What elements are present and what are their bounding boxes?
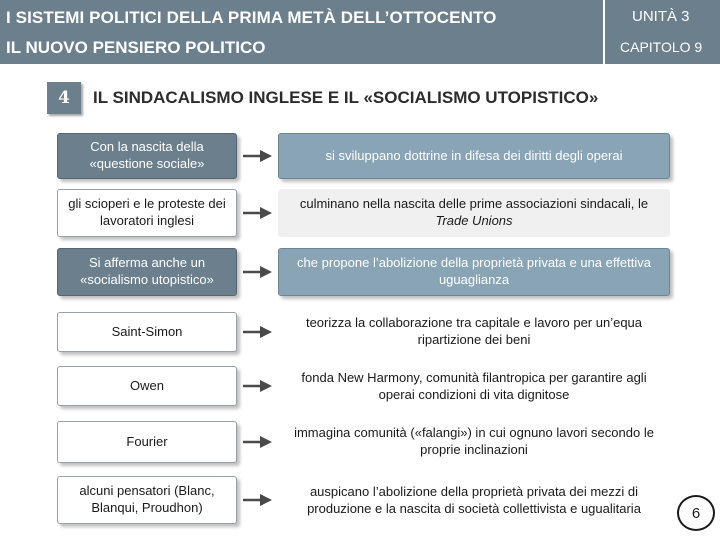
page-number-badge	[677, 495, 715, 531]
left-box-pensatori: alcuni pensatori (Blanc, Blanqui, Proudhon)	[57, 476, 237, 524]
arrow-right-icon	[243, 379, 273, 393]
header-title: I SISTEMI POLITICI DELLA PRIMA METÀ DELL’OTTOCENTO	[6, 8, 497, 27]
left-box-questione-sociale: Con la nascita della «questione sociale»	[57, 133, 237, 179]
arrow-right-icon	[243, 265, 273, 279]
chapter-label: CAPITOLO 9	[620, 39, 703, 55]
right-box-dottrine: si sviluppano dottrine in difesa dei diritti degli operai	[278, 133, 670, 179]
page-number: 6	[691, 504, 701, 522]
right-box-saint-simon: teorizza la collaborazione tra capitale e lavoro per un’equa ripartizione dei beni	[278, 310, 670, 354]
trade-unions-prefix: culminano nella nascita delle prime associazioni sindacali, le	[299, 196, 649, 212]
arrow-right-icon	[243, 325, 273, 339]
arrow-right-icon	[243, 493, 273, 507]
left-box-saint-simon: Saint-Simon	[57, 312, 237, 352]
header-bar	[0, 0, 720, 64]
header-subtitle: IL NUOVO PENSIERO POLITICO	[6, 38, 266, 57]
left-box-socialismo-utopistico: Si afferma anche un «socialismo utopistico»	[57, 248, 237, 296]
section-number: 4	[47, 82, 81, 114]
left-box-fourier: Fourier	[57, 421, 237, 463]
header-divider	[603, 0, 605, 64]
right-box-fourier: immagina comunità («falangi») in cui ognuno lavori secondo le proprie inclinazioni	[278, 419, 670, 465]
arrow-right-icon	[243, 149, 273, 163]
right-box-pensatori: auspicano l’abolizione della proprietà privata dei mezzi di produzione e la nascita di società collettivista e ugualitaria	[278, 476, 670, 526]
trade-unions-term: Trade Unions	[435, 213, 513, 228]
unit-label: UNITÀ 3	[632, 8, 690, 25]
trade-unions-text	[286, 196, 662, 230]
left-box-owen: Owen	[57, 366, 237, 406]
right-box-trade-unions	[278, 189, 670, 237]
arrow-right-icon	[243, 435, 273, 449]
arrow-right-icon	[243, 206, 273, 220]
right-box-owen: fonda New Harmony, comunità filantropica per garantire agli operai condizioni di vita dignitose	[278, 364, 670, 410]
right-box-abolizione: che propone l’abolizione della proprietà privata e una effettiva uguaglianza	[278, 248, 670, 296]
section-title: IL SINDACALISMO INGLESE E IL «SOCIALISMO UTOPISTICO»	[93, 88, 599, 107]
left-box-scioperi: gli scioperi e le proteste dei lavoratori inglesi	[57, 189, 237, 237]
